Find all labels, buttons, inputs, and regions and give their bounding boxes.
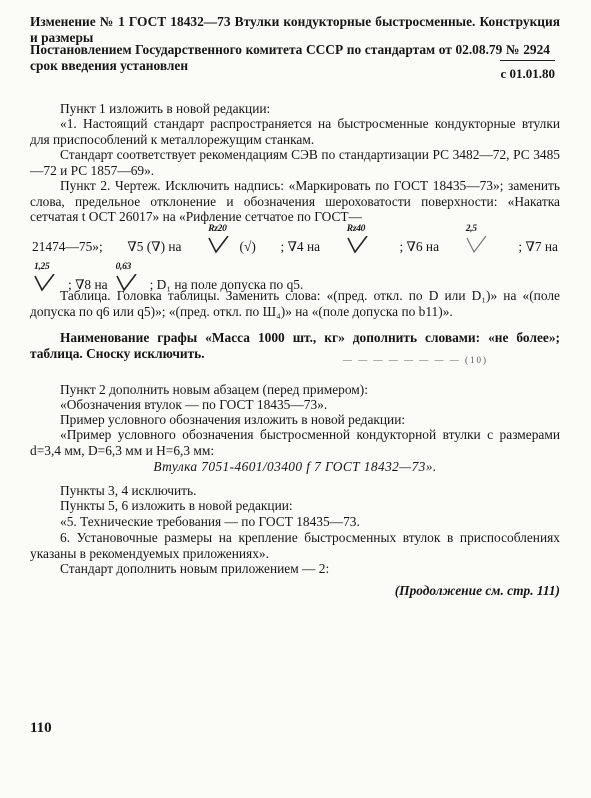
torn-line: — — — — — — — — (10) [343,355,488,365]
items-removed: Пункты 3, 4 исключить. [60,483,197,498]
roughness-paren: (√) [239,239,256,254]
roughness-text: ; ∇7 на [518,239,558,254]
item1-heading: Пункт 1 изложить в новой редакции: [60,101,271,116]
example-text: «Пример условного обозначения быстросменной кондукторной втулки с размерами d=3,4 мм, D=6,3 мм и H=6,3 мм: [30,427,560,458]
roughness-value: 2,5 [465,224,477,234]
roughness-text: ; ∇6 на [399,239,440,254]
item1-standards: Стандарт соответствует рекомендациям СЭВ по стандартизации РС 3482—72, РС 3485—72 и РС 1857—69». [30,147,560,178]
roughness-check-icon [206,224,236,254]
roughness-text: ; ∇4 на [280,239,321,254]
roughness-value: 1,25 [34,262,50,272]
effective-date-text: с 01.01.80 [500,66,555,81]
roughness-row-1 [32,224,558,254]
continued-note: (Продолжение см. стр. 111) [394,583,560,598]
roughness-value: Rz40 [346,224,366,234]
item1-clause: «1. Настоящий стандарт распространяется на быстросменные кондукторные втулки для приспособлений к металлорежущим станкам. [30,116,560,147]
appendix-note: Стандарт дополнить новым приложением — 2: [60,561,330,576]
effective-date [500,66,555,82]
decree-text: Постановлением Государственного комитета СССР по стандартам от 02.08.79 № 2924 срок введения установлен [30,42,550,73]
items-revised: Пункты 5, 6 изложить в новой редакции: [60,498,293,513]
roughness-text: ∇5 (∇) на [127,239,182,254]
roughness-value: 0,63 [115,262,132,272]
roughness-check-icon [345,224,375,254]
roughness-text: ; ∇8 на [68,277,108,292]
roughness-text: 21474—75»; [32,239,103,254]
roughness-check-icon [464,224,494,254]
item5-text: «5. Технические требования — по ГОСТ 18435—73. [60,514,360,529]
designation-example: Втулка 7051-4601/03400 f 7 ГОСТ 18432—73». [153,459,437,474]
roughness-value: Rz20 [208,224,227,234]
stamp-rule [500,60,555,61]
example-heading: Пример условного обозначения изложить в новой редакции: [60,412,406,427]
amendment-title: Изменение № 1 ГОСТ 18432—73 Втулки кондукторные быстросменные. Конструкция и размеры [30,14,560,45]
table-header-change: Таблица. Головка таблицы. Заменить слова: «(пред. откл. по D или D₁)» на «(поле допуска по q6 или q5)»; «(пред. откл. по Ш₄)» на «(поле допуска по b11)». [30,288,560,319]
item2-drawing: Пункт 2. Чертеж. Исключить надпись: «Маркировать по ГОСТ 18435—73»; заменить слова, предельное отклонение и обозначения шероховатости поверхности: «Накатка сетчатая t ОСТ 26017» на «Рифление сетчатое по ГОСТ— [30,178,560,224]
item6-text: 6. Установочные размеры на крепление быстросменных втулок в приспособлениях указаны в рекомендуемых приложениях». [30,530,560,561]
item2-addition: Пункт 2 дополнить новым абзацем (перед примером): [60,382,368,397]
roughness-text: ; D₁ на поле допуска по q5. [149,277,304,292]
roughness-mark [206,224,256,254]
page-number: 110 [30,720,52,736]
designation-rule: «Обозначения втулок — по ГОСТ 18435—73». [60,397,328,412]
column-change: Наименование графы «Масса 1000 шт., кг» дополнить словами: «не более»; таблица. Сноску исключить. [30,330,560,361]
